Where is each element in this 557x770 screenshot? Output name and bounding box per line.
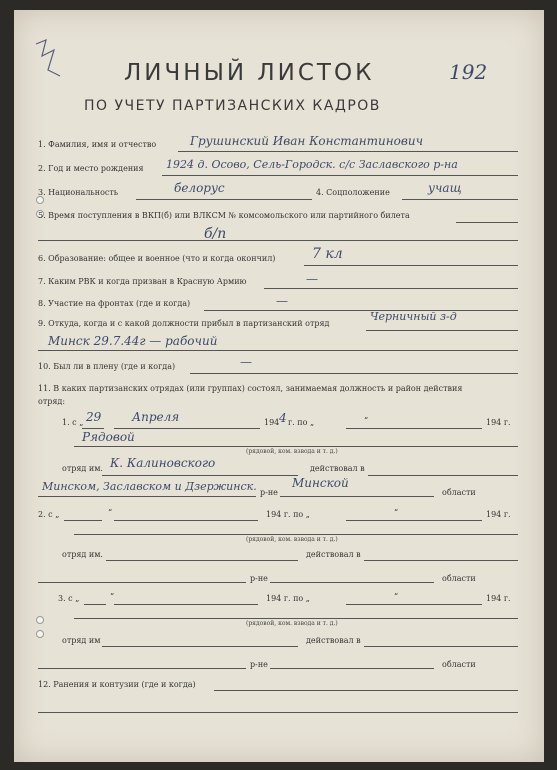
archive-scribble	[32, 36, 66, 84]
field-5-value: б/п	[204, 226, 227, 242]
field-3-label: 3. Национальность	[38, 188, 119, 197]
field-8-value: —	[276, 294, 288, 308]
field-4-value: учащ	[428, 181, 462, 195]
field-11-label: 11. В каких партизанских отрядах (или группах) состоял, занимаемая должность и район действия	[38, 384, 463, 393]
page-title: ЛИЧНЫЙ ЛИСТОК	[124, 60, 375, 86]
field-9-label: 9. Откуда, когда и с какой должности прибыл в партизанский отряд	[38, 319, 330, 328]
field-2-value: 1924 д. Осово, Сель-Городск. с/с Заславского р-на	[166, 158, 458, 171]
personal-sheet: ЛИЧНЫЙ ЛИСТОК 192 ПО УЧЕТУ ПАРТИЗАНСКИХ КАДРОВ 1. Фамилия, имя и отчество Грушинский Иван Константинович 2. Год и место рождения 1924 д. Осово, Сель-Городск. с/с Заславского р-на 3. Национальность белорус 4. Соцположение учащ 5. Время поступления в ВКП(б) или ВЛКСМ № комсомольского или партийного билета б/п 6. Образование: общее и военное (что и когда окончил) 7 кл 7. Каким РВК и когда призван в Красную Армию — 8. Участие на фронтах (где и когда) — 9. Откуда, когда и с какой должности прибыл в партизанский отряд Черничный з-д Минск 29.7.44г — рабочий 10. Был ли в плену (где и когда) — 11. В каких партизанских отрядах (или группах) состоял, занимаемая должность и район действия отряд: 1. с „ 29 Апреля 194 4 г. по „ “ 194 г. Рядовой (рядовой, ком. взвода и т. д.) отряд им. К. Калиновского действовал в Минском, Заславском и Дзержинск. р-не Минской области 2. с „ “ 194 г. по „ “ 194 г. (рядовой, ком. взвода и т. д.) отряд им. действовал в р-не области 3. с „ “ 194 г. по „ “ 194 г. (рядовой, ком. взвода и т. д.) отряд им действовал в р-не области 12. Ранения и контузии (где и когда)	[14, 10, 544, 762]
period-1-area: Минском, Заславском и Дзержинск.	[42, 480, 257, 493]
field-6-value: 7 кл	[312, 246, 343, 262]
field-10-label: 10. Был ли в плену (где и когда)	[38, 362, 176, 371]
punch-hole	[36, 196, 44, 204]
field-8-label: 8. Участие на фронтах (где и когда)	[38, 299, 191, 308]
field-4-label: 4. Соцположение	[316, 188, 390, 197]
field-1-label: 1. Фамилия, имя и отчество	[38, 140, 157, 149]
field-12-label: 12. Ранения и контузии (где и когда)	[38, 680, 196, 689]
period-1-month: Апреля	[132, 410, 180, 424]
period-1-detachment: К. Калиновского	[110, 456, 216, 470]
period-1-day: 29	[86, 410, 102, 424]
punch-hole	[36, 630, 44, 638]
field-3-value: белорус	[174, 181, 225, 195]
field-2-label: 2. Год и место рождения	[38, 164, 144, 173]
field-9-value-2: Минск 29.7.44г — рабочий	[48, 334, 218, 348]
field-11-label-2: отряд:	[38, 397, 66, 406]
period-1-region: Минской	[292, 476, 349, 490]
field-5-label: 5. Время поступления в ВКП(б) или ВЛКСМ № комсомольского или партийного билета	[38, 211, 410, 220]
field-10-value: —	[240, 355, 252, 369]
sheet-number: 192	[449, 60, 488, 84]
field-7-value: —	[306, 272, 318, 286]
period-1-position: Рядовой	[82, 430, 135, 444]
page-subtitle: ПО УЧЕТУ ПАРТИЗАНСКИХ КАДРОВ	[84, 98, 381, 114]
field-7-label: 7. Каким РВК и когда призван в Красную Армию	[38, 277, 247, 286]
field-9-value-1: Черничный з-д	[370, 310, 457, 323]
field-6-label: 6. Образование: общее и военное (что и когда окончил)	[38, 254, 276, 263]
punch-hole	[36, 616, 44, 624]
field-1-value: Грушинский Иван Константинович	[190, 134, 424, 148]
